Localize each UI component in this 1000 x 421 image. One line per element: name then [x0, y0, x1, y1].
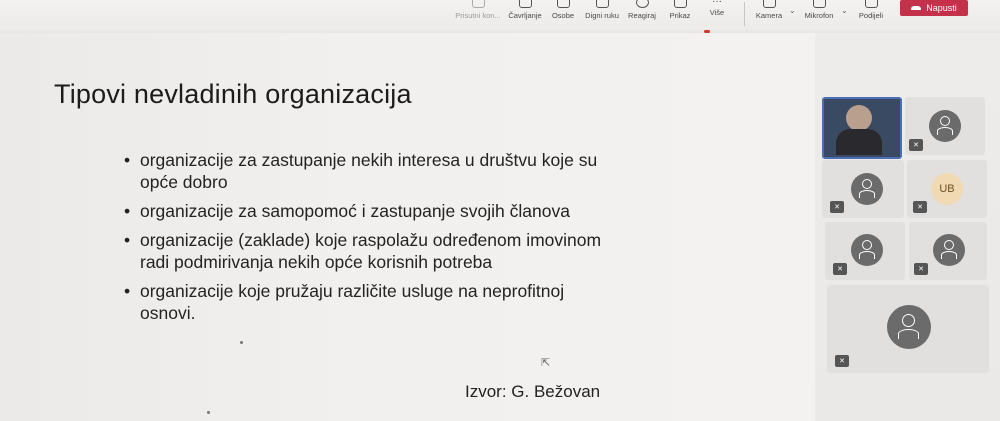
bullet-text: organizacije za samopomoć i zastupanje svojih članova: [140, 201, 570, 221]
slide-title: Tipovi nevladinih organizacija: [54, 79, 412, 109]
bullet-dot: •: [124, 281, 131, 301]
bullet-text: organizacije (zaklade) koje raspolažu određenom imovinom radi podmirivanja nekih opće korisnih potreba: [140, 230, 602, 272]
muted-mic-icon: ✕: [913, 201, 927, 213]
phone-hangup-icon: [911, 6, 921, 10]
muted-mic-icon: ✕: [833, 263, 847, 275]
participant-gallery: [815, 33, 1000, 421]
chat-icon: [519, 0, 532, 8]
react-button[interactable]: [625, 0, 659, 30]
more-dots-icon: ···: [712, 0, 722, 7]
view-button[interactable]: [665, 0, 695, 30]
bullet-text: organizacije za zastupanje nekih interesa u društvu koje su opće dobro: [140, 150, 598, 192]
bullet-item: [124, 200, 610, 222]
more-button[interactable]: [703, 0, 731, 30]
participant-body: [836, 129, 882, 155]
participant-tile[interactable]: [905, 97, 985, 155]
chat-button[interactable]: [506, 0, 544, 30]
camera-button[interactable]: [752, 0, 786, 30]
mouse-cursor-icon: ⇱: [541, 357, 551, 369]
avatar-icon: [851, 234, 883, 266]
avatar-icon: [929, 110, 961, 142]
bullet-text: organizacije koje pružaju različite usluge na neprofitnoj osnovi.: [140, 281, 565, 323]
participant-tile[interactable]: [825, 222, 905, 280]
camera-off-icon: [763, 0, 776, 8]
muted-mic-icon: ✕: [830, 201, 844, 213]
more-label: Više: [709, 8, 725, 17]
muted-mic-icon: ✕: [835, 355, 849, 367]
muted-mic-icon: ✕: [909, 139, 923, 151]
participant-tile[interactable]: [822, 160, 904, 218]
bullet-dot: •: [124, 230, 131, 250]
avatar-icon: [887, 305, 931, 349]
bullet-item: [124, 280, 610, 324]
screen-speck: [240, 341, 243, 344]
participant-face: [846, 105, 872, 131]
share-screen-button[interactable]: [855, 0, 887, 30]
chat-label: Čavrljanje: [508, 11, 542, 20]
toolbar-divider: [744, 2, 745, 26]
leave-label: Napusti: [926, 3, 957, 13]
view-label: Prikaz: [669, 11, 691, 20]
react-label: Reagiraj: [628, 11, 656, 20]
muted-mic-icon: ✕: [914, 263, 928, 275]
raise-hand-button[interactable]: [583, 0, 621, 30]
people-button[interactable]: [547, 0, 579, 30]
participant-tile[interactable]: [909, 222, 987, 280]
presentation-slide: [0, 33, 815, 421]
leave-button[interactable]: [900, 0, 968, 16]
avatar-icon: [933, 234, 965, 266]
participant-tile[interactable]: [827, 285, 989, 373]
camera-chevron-down-icon[interactable]: ⌄: [789, 6, 796, 15]
meeting-toolbar: [0, 0, 1000, 30]
camera-label: Kamera: [755, 11, 783, 20]
people-label: Osobe: [551, 11, 575, 20]
microphone-button[interactable]: [800, 0, 838, 30]
share-content-button[interactable]: [450, 0, 506, 30]
people-icon: [557, 0, 570, 8]
share-icon: [472, 0, 485, 8]
bullet-list: [124, 149, 610, 331]
smiley-icon: [636, 0, 649, 8]
bullet-item: [124, 149, 610, 193]
grid-icon: [674, 0, 687, 8]
share-screen-label: Podijeli: [858, 11, 884, 20]
avatar-initials: UB: [931, 173, 963, 205]
microphone-off-icon: [813, 0, 826, 8]
slide-source: Izvor: G. Bežovan: [465, 382, 601, 401]
hand-icon: [596, 0, 609, 8]
raise-label: Digni ruku: [585, 11, 619, 20]
screen-speck: [207, 411, 210, 414]
mic-chevron-down-icon[interactable]: ⌄: [841, 6, 848, 15]
share-screen-icon: [865, 0, 878, 8]
participant-tile[interactable]: [907, 160, 987, 218]
mic-label: Mikrofon: [804, 11, 834, 20]
participant-video-tile[interactable]: [822, 97, 902, 159]
share-label: Prisutni kon...: [455, 11, 501, 20]
avatar-icon: [851, 173, 883, 205]
bullet-dot: •: [124, 201, 131, 221]
bullet-dot: •: [124, 150, 131, 170]
bullet-item: [124, 229, 610, 273]
